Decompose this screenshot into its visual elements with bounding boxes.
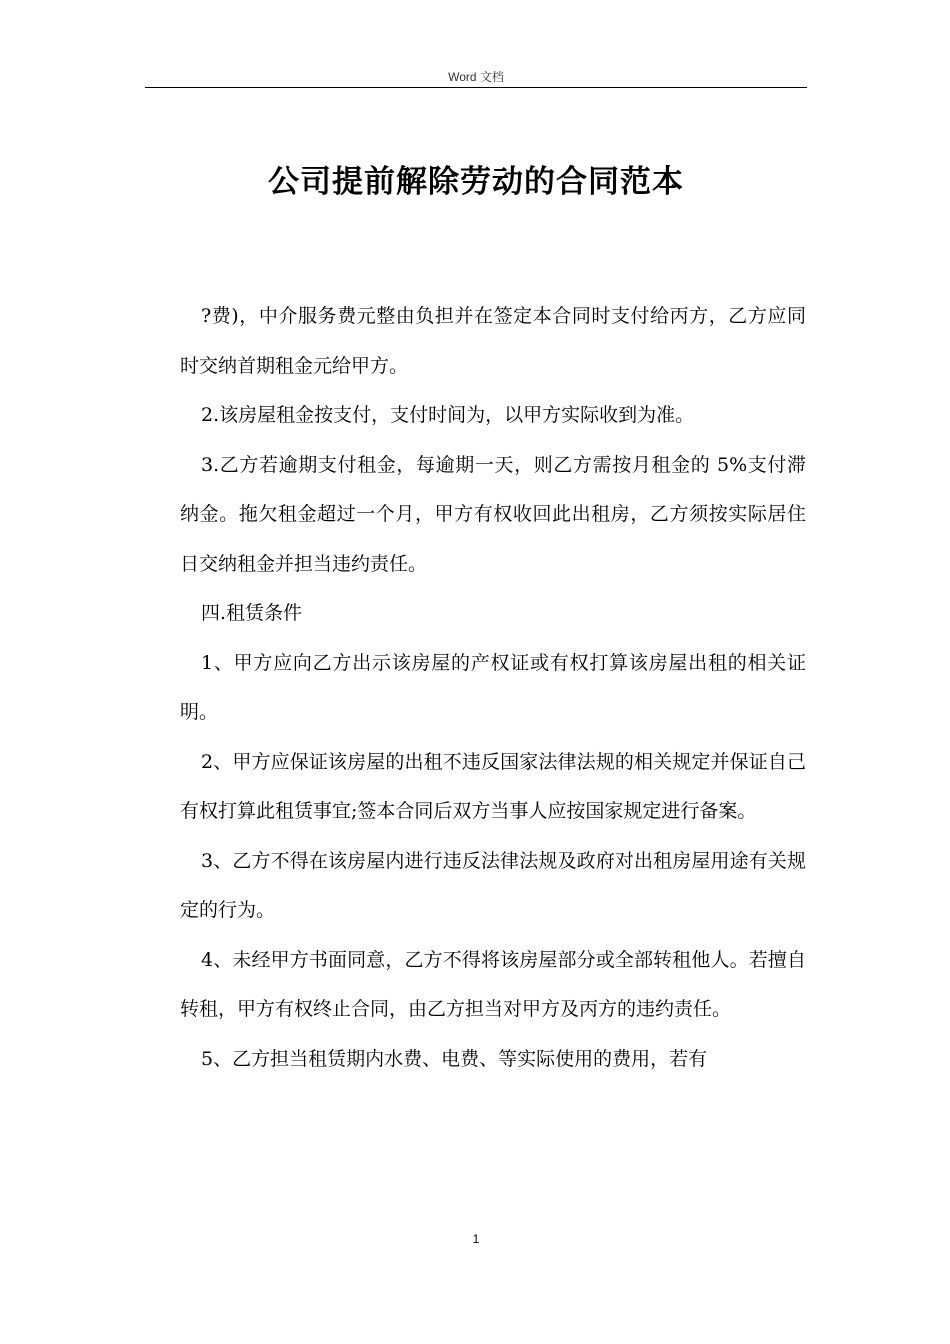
paragraph: 4、未经甲方书面同意，乙方不得将该房屋部分或全部转租他人。若擅自转租，甲方有权终止合同，由乙方担当对甲方及丙方的违约责任。: [180, 948, 806, 1020]
paragraph: 四.租赁条件: [201, 602, 303, 624]
header-rule: [145, 87, 807, 88]
document-body: [180, 292, 806, 1084]
paragraph: 2、甲方应保证该房屋的出租不违反国家法律法规的相关规定并保证自己有权打算此租赁事宜;签本合同后双方当事人应按国家规定进行备案。: [180, 750, 806, 822]
paragraph: 2.该房屋租金按支付，支付时间为，以甲方实际收到为准。: [201, 404, 695, 426]
paragraph: 3、乙方不得在该房屋内进行违反法律法规及政府对出租房屋用途有关规定的行为。: [180, 849, 806, 921]
document-title: 公司提前解除劳动的合同范本: [268, 164, 684, 200]
paragraph: ?费)，中介服务费元整由负担并在签定本合同时支付给丙方，乙方应同时交纳首期租金元给甲方。: [180, 305, 806, 377]
paragraph: 1、甲方应向乙方出示该房屋的产权证或有权打算该房屋出租的相关证明。: [180, 651, 806, 723]
paragraph: 3.乙方若逾期支付租金，每逾期一天，则乙方需按月租金的 5%支付滞纳金。拖欠租金超过一个月，甲方有权收回此出租房，乙方须按实际居住日交纳租金并担当违约责任。: [180, 453, 806, 575]
page-header: Word 文档: [448, 70, 504, 84]
paragraph: 5、乙方担当租赁期内水费、电费、等实际使用的费用，若有: [201, 1047, 708, 1070]
page-number: 1: [472, 1232, 480, 1246]
